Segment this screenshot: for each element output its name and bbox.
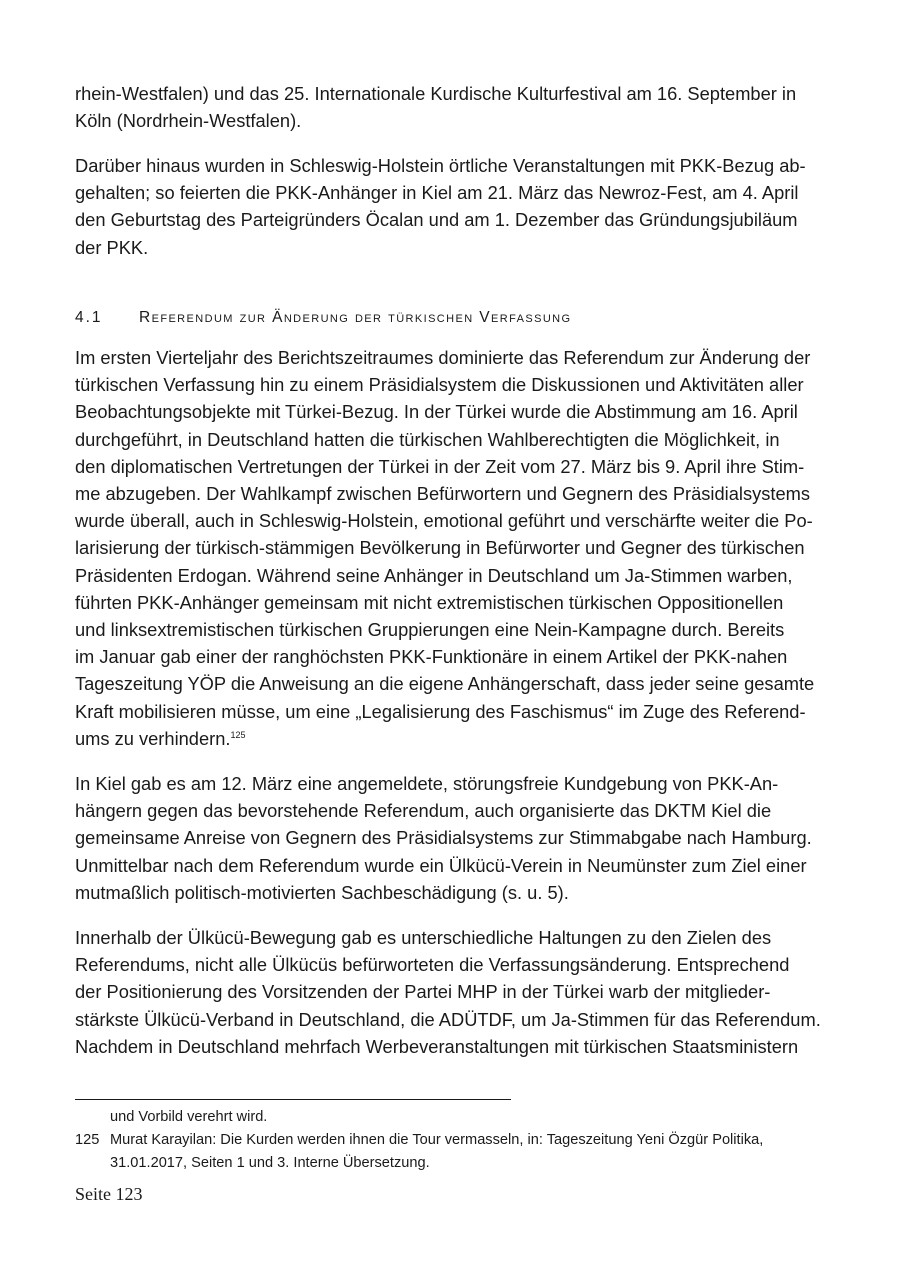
- text-line: larisierung der türkisch-stämmigen Bevölkerung in Befürworter und Gegner des türkischen: [75, 537, 805, 559]
- text-line: In Kiel gab es am 12. März eine angemeldete, störungsfreie Kundgebung von PKK-An-: [75, 773, 779, 794]
- section-number: 4.1: [75, 309, 103, 326]
- footnote-text: 31.01.2017, Seiten 1 und 3. Interne Übersetzung.: [110, 1155, 430, 1171]
- text-line: führten PKK-Anhänger gemeinsam mit nicht extremistischen türkischen Oppositionellen: [75, 591, 784, 613]
- text-line: gemeinsame Anreise von Gegnern des Präsidialsystems zur Stimmabgabe nach Hamburg.: [75, 827, 812, 849]
- section-title: Referendum zur Änderung der türkischen Verfassung: [139, 309, 572, 326]
- text-line: der PKK.: [75, 236, 149, 258]
- text-line: Köln (Nordrhein-Westfalen).: [75, 110, 302, 132]
- page-number: Seite 123: [75, 1184, 143, 1204]
- text-line: hängern gegen das bevorstehende Referendum, auch organisierte das DKTM Kiel die: [75, 800, 772, 822]
- paragraph-uelkuecue: [75, 924, 835, 1060]
- paragraph-referendum: [75, 344, 835, 752]
- text-line: Darüber hinaus wurden in Schleswig-Holstein örtliche Veranstaltungen mit PKK-Bezug ab-: [75, 155, 806, 176]
- text-line: Kraft mobilisieren müsse, um eine „Legalisierung des Faschismus“ im Zuge des Referend-: [75, 700, 806, 722]
- text-line: stärkste Ülkücü-Verband in Deutschland, die ADÜTDF, um Ja-Stimmen für das Referendum.: [75, 1008, 821, 1030]
- text-line: Beobachtungsobjekte mit Türkei-Bezug. In der Türkei wurde die Abstimmung am 16. April: [75, 401, 798, 423]
- text-line: gehalten; so feierten die PKK-Anhänger in Kiel am 21. März das Newroz-Fest, am 4. April: [75, 182, 799, 204]
- footnote-text: Murat Karayilan: Die Kurden werden ihnen die Tour vermasseln, in: Tageszeitung Yeni Özgür Politika,: [110, 1132, 764, 1148]
- paragraph-local-events: [75, 152, 835, 261]
- text-line: den Geburtstag des Parteigründers Öcalan und am 1. Dezember das Gründungsjubiläum: [75, 209, 798, 231]
- text-line: und linksextremistischen türkischen Gruppierungen eine Nein-Kampagne durch. Bereits: [75, 619, 785, 641]
- text-line: wurde überall, auch in Schleswig-Holstein, emotional geführt und verschärfte weiter die Po-: [75, 510, 813, 532]
- text-line: Unmittelbar nach dem Referendum wurde ein Ülkücü-Verein in Neumünster zum Ziel einer: [75, 854, 807, 876]
- text-line: durchgeführt, in Deutschland hatten die türkischen Wahlberechtigten die Möglichkeit, in: [75, 428, 780, 450]
- paragraph-festival-continuation: [75, 80, 835, 134]
- text-line: im Januar gab einer der ranghöchsten PKK-Funktionäre in einem Artikel der PKK-nahen: [75, 646, 788, 668]
- text-line: rhein-Westfalen) und das 25. Internationale Kurdische Kulturfestival am 16. September in: [75, 83, 797, 104]
- text-line: Referendums, nicht alle Ülkücüs befürworteten die Verfassungsänderung. Entsprechend: [75, 954, 790, 976]
- text-line: Präsidenten Erdogan. Während seine Anhänger in Deutschland um Ja-Stimmen warben,: [75, 564, 793, 586]
- footnote-divider: [75, 1099, 511, 1100]
- paragraph-kiel-rally: [75, 770, 835, 906]
- footnote-125: [75, 1129, 855, 1175]
- text-line-last: ums zu verhindern.: [75, 727, 231, 749]
- text-line: Nachdem in Deutschland mehrfach Werbeveranstaltungen mit türkischen Staatsministern: [75, 1035, 799, 1057]
- text-line: den diplomatischen Vertretungen der Türkei in der Zeit vom 27. März bis 9. April ihre Stim-: [75, 455, 805, 477]
- footnote-reference[interactable]: 125: [230, 729, 246, 740]
- text-line: türkischen Verfassung hin zu einem Präsidialsystem die Diskussionen und Aktivitäten aller: [75, 374, 804, 396]
- text-line: me abzugeben. Der Wahlkampf zwischen Befürwortern und Gegnern des Präsidialsystems: [75, 483, 810, 505]
- text-line: Innerhalb der Ülkücü-Bewegung gab es unterschiedliche Haltungen zu den Zielen des: [75, 927, 772, 948]
- footnote-text: und Vorbild verehrt wird.: [110, 1109, 268, 1125]
- text-line: mutmaßlich politisch-motivierten Sachbeschädigung (s. u. 5).: [75, 881, 569, 903]
- text-line: Tageszeitung YÖP die Anweisung an die eigene Anhängerschaft, dass jeder seine gesamte: [75, 673, 815, 695]
- section-heading: [75, 309, 571, 327]
- footnote-continuation: [75, 1106, 855, 1129]
- footnote-number: 125: [75, 1132, 100, 1148]
- text-line: der Positionierung des Vorsitzenden der Partei MHP in der Türkei warb der mitglieder-: [75, 981, 771, 1003]
- text-line: [75, 725, 835, 752]
- text-line: Im ersten Vierteljahr des Berichtszeitraumes dominierte das Referendum zur Änderung der: [75, 347, 811, 368]
